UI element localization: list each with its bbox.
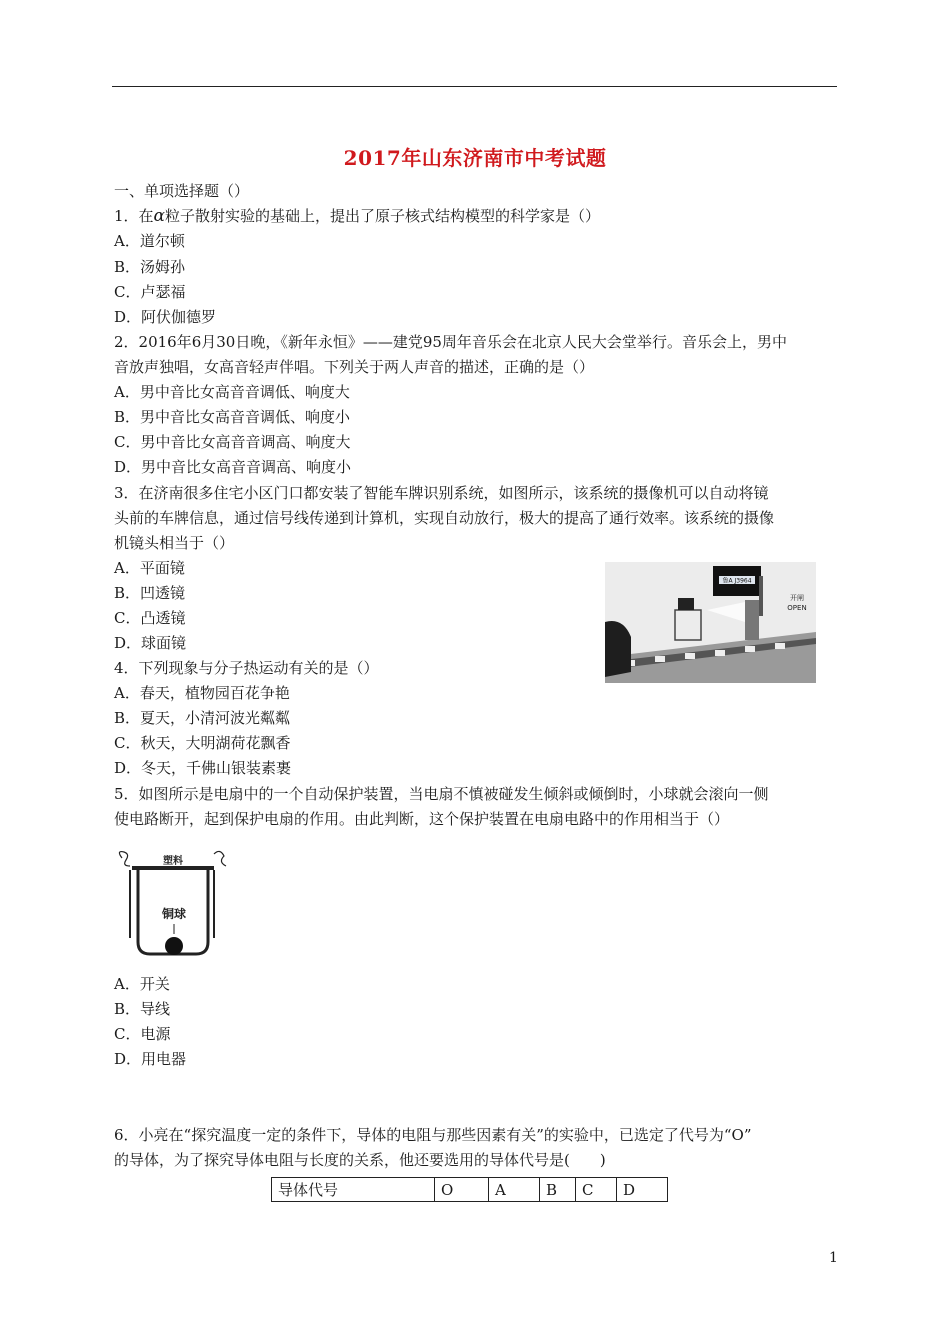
q3-line-1: 3．在济南很多住宅小区门口都安装了智能车牌识别系统，如图所示，该系统的摄像机可以自动将镜: [114, 484, 769, 502]
q2-line-2: 音放声独唱，女高音轻声伴唱。下列关于两人声音的描述，正确的是（）: [114, 358, 595, 376]
ball-label: 铜球: [161, 907, 187, 921]
q3-line-3: 机镜头相当于（）: [114, 534, 235, 552]
q5-option-c: C．电源: [114, 1025, 171, 1043]
q4-line-1: 4．下列现象与分子热运动有关的是（）: [114, 659, 379, 677]
left-wire: [119, 852, 130, 866]
page-title: 2017年山东济南市中考试题: [343, 146, 607, 170]
table-cell: C: [576, 1178, 617, 1202]
q3-line-2: 头前的车牌信息，通过信号线传递到计算机，实现自动放行，极大的提高了通行效率。该系统的摄像: [114, 509, 775, 527]
alpha-symbol: α: [153, 206, 166, 226]
table-header-cell: 导体代号: [272, 1178, 435, 1202]
q4-option-a: A．春天，植物园百花争艳: [114, 684, 290, 702]
gate-label: 开闸: [790, 594, 804, 602]
table-cell: B: [540, 1178, 576, 1202]
gate-barrier: [759, 576, 763, 616]
q5-option-d: D．用电器: [114, 1050, 187, 1068]
q2-option-b: B．男中音比女高音音调低、响度小: [114, 408, 351, 426]
q1-option-a: A．道尔顿: [114, 232, 185, 250]
q5-option-b: B．导线: [114, 1000, 171, 1018]
conductor-table: [271, 1177, 668, 1202]
table-row: [272, 1178, 668, 1202]
q3-option-b: B．凹透镜: [114, 584, 186, 602]
q6-line-1: 6．小亮在“探究温度一定的条件下，导体的电阻与那些因素有关”的实验中，已选定了代号为“O”: [114, 1126, 752, 1144]
q1-option-c: C．卢瑟福: [114, 283, 186, 301]
right-wire: [214, 851, 226, 866]
gate-post: [745, 600, 759, 640]
q2-option-c: C．男中音比女高音音调高、响度大: [114, 433, 351, 451]
plate-number: 鲁A J3964: [722, 577, 752, 585]
q1-text-post: 粒子散射实验的基础上，提出了原子核式结构模型的科学家是（）: [165, 207, 601, 225]
q6-line-2: 的导体，为了探究导体电阻与长度的关系，他还要选用的导体代号是( ): [114, 1151, 606, 1169]
q1-option-d: D．阿伏伽德罗: [114, 308, 217, 326]
table-cell: O: [435, 1178, 489, 1202]
q1-text-pre: 1．在: [114, 207, 154, 225]
q5-line-2: 使电路断开，起到保护电扇的作用。由此判断，这个保护装置在电扇电路中的作用相当于（）: [114, 810, 730, 828]
q1-option-b: B．汤姆孙: [114, 258, 186, 276]
plate-recognition-figure: [605, 562, 816, 683]
question-1: [114, 206, 600, 226]
tilt-switch-figure: [114, 846, 236, 966]
q2-line-1: 2．2016年6月30日晚，《新年永恒》——建党95周年音乐会在北京人民大会堂举行。音乐会上，男中: [114, 333, 787, 351]
table-cell: A: [489, 1178, 540, 1202]
q3-option-c: C．凸透镜: [114, 609, 186, 627]
q2-option-d: D．男中音比女高音音调高、响度小: [114, 458, 352, 476]
q4-option-c: C．秋天，大明湖荷花飘香: [114, 734, 291, 752]
q3-option-d: D．球面镜: [114, 634, 187, 652]
table-cell: D: [617, 1178, 668, 1202]
q4-option-b: B．夏天，小清河波光粼粼: [114, 709, 291, 727]
page-number: 1: [829, 1250, 838, 1266]
header-rule: [112, 86, 837, 87]
q5-option-a: A．开关: [114, 975, 170, 993]
section-heading: 一、单项选择题（）: [114, 182, 250, 200]
q3-option-a: A．平面镜: [114, 559, 185, 577]
q5-line-1: 5．如图所示是电扇中的一个自动保护装置，当电扇不慎被碰发生倾斜或倾倒时，小球就会滚向一侧: [114, 785, 769, 803]
plastic-label: 塑料: [163, 856, 183, 867]
copper-ball: [165, 937, 183, 955]
q2-option-a: A．男中音比女高音音调低、响度大: [114, 383, 350, 401]
q4-option-d: D．冬天，千佛山银装素裹: [114, 759, 292, 777]
gate-label-en: OPEN: [787, 604, 807, 612]
computer-monitor: [678, 598, 694, 610]
